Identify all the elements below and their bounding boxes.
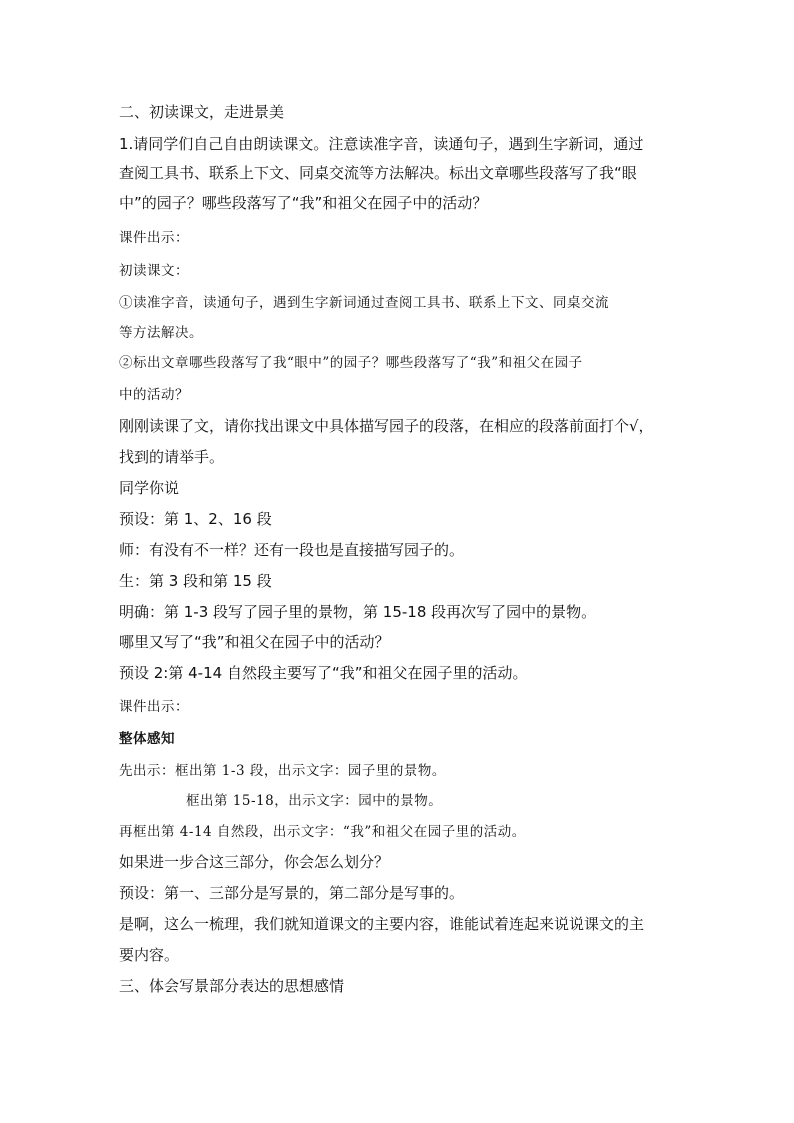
courseware-line: 先出示：框出第 1-3 段，出示文字：园子里的景物。 <box>119 763 446 779</box>
paragraph-line: 明确：第 1-3 段写了园子里的景物，第 15-18 段再次写了园中的景物。 <box>119 603 597 621</box>
paragraph-line: 是啊，这么一梳理，我们就知道课文的主要内容，谁能试着连起来说说课文的主 <box>119 915 645 933</box>
courseware-line: ②标出文章哪些段落写了我“眼中”的园子？哪些段落写了“我”和祖父在园子 <box>119 355 583 371</box>
courseware-label: 课件出示： <box>119 230 189 246</box>
courseware-line: 初读课文： <box>119 263 189 279</box>
courseware-line: 中的活动？ <box>119 387 189 403</box>
paragraph-line: 1.请同学们自己自由朗读课文。注意读准字音，读通句子，遇到生字新词，通过 <box>119 135 644 153</box>
courseware-label: 课件出示： <box>119 699 189 715</box>
courseware-line: 再框出第 4-14 自然段，出示文字：“我”和祖父在园子里的活动。 <box>119 824 526 840</box>
paragraph-line: 同学你说 <box>119 479 180 497</box>
paragraph-line: 查阅工具书、联系上下文、同桌交流等方法解决。标出文章哪些段落写了我“眼 <box>119 164 637 182</box>
paragraph-line: 刚刚读课了文，请你找出课文中具体描写园子的段落，在相应的段落前面打个√， <box>119 417 654 435</box>
section-heading-2: 二、初读课文，走进景美 <box>119 103 285 121</box>
courseware-line: 等方法解决。 <box>119 325 203 341</box>
courseware-line: ①读准字音，读通句子，遇到生字新词通过查阅工具书、联系上下文、同桌交流 <box>119 295 609 311</box>
paragraph-line: 预设：第一、三部分是写景的，第二部分是写事的。 <box>119 884 465 902</box>
courseware-line: 整体感知 <box>119 731 175 747</box>
paragraph-line: 要内容。 <box>119 946 180 964</box>
paragraph-line: 中”的园子？哪些段落写了“我”和祖父在园子中的活动？ <box>119 194 488 212</box>
paragraph-line: 预设：第 1、2、16 段 <box>119 510 272 528</box>
paragraph-line: 生：第 3 段和第 15 段 <box>119 572 272 590</box>
paragraph-line: 找到的请举手。 <box>119 448 225 466</box>
paragraph-line: 如果进一步合这三部分，你会怎么划分？ <box>119 853 390 871</box>
courseware-line: 框出第 15-18，出示文字：园中的景物。 <box>186 793 443 809</box>
paragraph-line: 预设 2:第 4-14 自然段主要写了“我”和祖父在园子里的活动。 <box>119 664 528 682</box>
paragraph-line: 哪里又写了“我”和祖父在园子中的活动？ <box>119 633 390 651</box>
paragraph-line: 师：有没有不一样？还有一段也是直接描写园子的。 <box>119 541 465 559</box>
section-heading-3: 三、体会写景部分表达的思想感情 <box>119 977 345 995</box>
